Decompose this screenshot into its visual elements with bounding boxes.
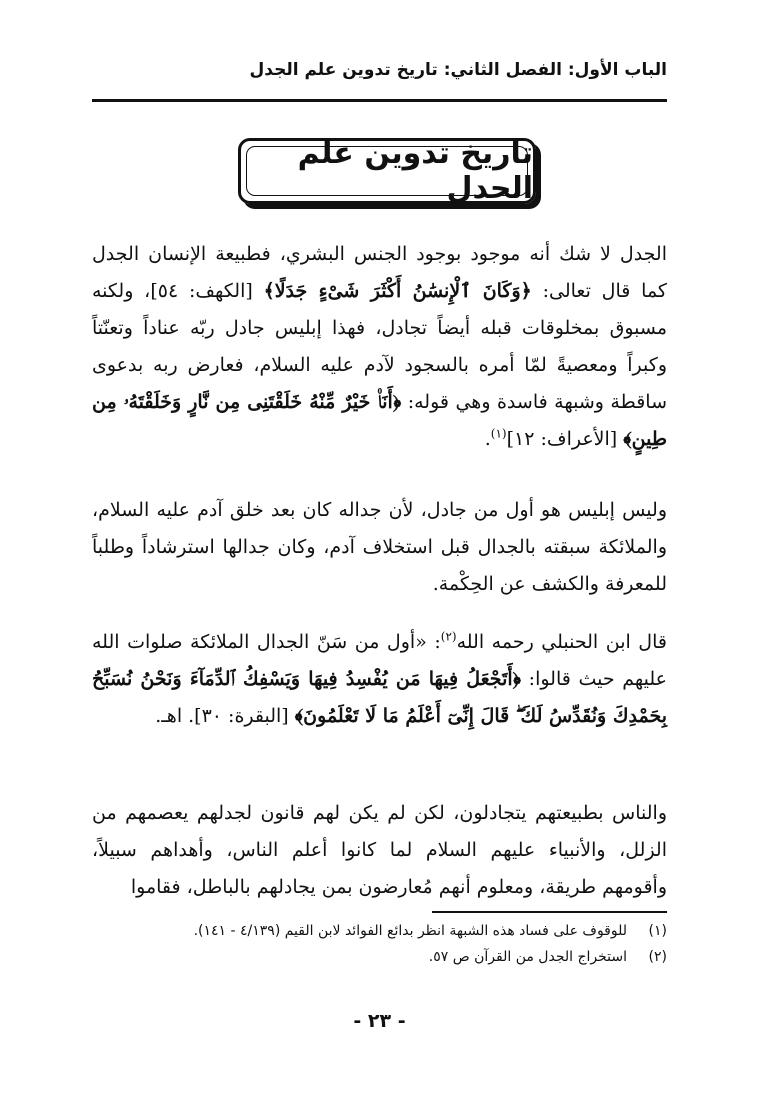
paragraph-3-text-a: قال ابن الحنبلي رحمه الله bbox=[456, 631, 667, 653]
quran-verse-baqarah: ﴿أَتَجْعَلُ فِيهَا مَن يُفْسِدُ فِيهَا وَيَسْفِكُ ٱلدِّمَآءَ وَنَحْنُ نُسَبِّحُ بِحَمْدِكَ وَنُقَدِّسُ لَكَ ۖ قَالَ إِنِّىٓ أَعْلَمُ مَا لَا تَعْلَمُونَ﴾ bbox=[92, 668, 667, 727]
paragraph-3-text-c: [البقرة: ٣٠]. اهـ. bbox=[155, 705, 295, 727]
footnote-2-text: استخراج الجدل من القرآن ص ٥٧. bbox=[428, 949, 627, 965]
footnote-ref-1[interactable]: (١) bbox=[490, 426, 507, 441]
chapter-title: تاريخ تدوين علم الجدل bbox=[297, 136, 533, 206]
page-number: - ٢٣ - bbox=[353, 1010, 406, 1032]
paragraph-1-text-c: [الأعراف: ١٢] bbox=[506, 428, 624, 450]
quran-verse-araf: ﴿أَنَا۠ خَيْرٌ مِّنْهُ خَلَقْتَنِى مِن نَّارٍ وَخَلَقْتَهُۥ مِن طِينٍ﴾ bbox=[92, 391, 667, 450]
footnote-2-number: (٢) bbox=[648, 949, 667, 965]
header-divider bbox=[92, 99, 667, 102]
footnote-ref-2[interactable]: (٢) bbox=[440, 629, 457, 644]
paragraph-1 bbox=[92, 236, 667, 458]
footnote-1-number: (١) bbox=[648, 923, 667, 939]
paragraph-4: والناس بطبيعتهم يتجادلون، لكن لم يكن لهم قانون لجدلهم يعصمهم من الزلل، والأنبياء عليهم السلام لما كانوا أعلم الناس، وأهداهم سبيلاً، وأقومهم طريقة، ومعلوم أنهم مُعارضون بمن يجادلهم بالباطل، فقاموا bbox=[92, 802, 667, 898]
paragraph-3-text-b: : «أول من سَنّ الجدال الملائكة صلوات الله عليهم حيث قالوا: bbox=[92, 631, 667, 690]
footnote-divider bbox=[432, 911, 667, 913]
paragraph-1-text-d: . bbox=[484, 428, 491, 450]
footnote-2 bbox=[92, 944, 667, 970]
footnote-1-text: للوقوف على فساد هذه الشبهة انظر بدائع الفوائد لابن القيم (٤/١٣٩ - ١٤١). bbox=[193, 923, 627, 939]
running-header: الباب الأول: الفصل الثاني: تاريخ تدوين علم الجدل bbox=[249, 60, 667, 80]
paragraph-2: وليس إبليس هو أول من جادل، لأن جداله كان بعد خلق آدم عليه السلام، والملائكة سبقته بالجدال قبل استخلاف آدم، وكان جدالها استرشاداً وطلباً للمعرفة والكشف عن الحِكْمة. bbox=[92, 499, 667, 595]
paragraph-1-text-b: [الكهف: ٥٤]، ولكنه مسبوق بمخلوقات قبله أيضاً تجادل، فهذا إبليس جادل ربّه عناداً وتعنّتاً وكبراً ومعصيةً لمّا أمره بالسجود لآدم عليه السلام، فعارض ربه بدعوى ساقطة وشبهة فاسدة وهي قوله: bbox=[92, 280, 667, 413]
paragraph-3 bbox=[92, 624, 667, 735]
paragraph-1-text-a: الجدل لا شك أنه موجود بوجود الجنس البشري، فطبيعة الإنسان الجدل كما قال تعالى: bbox=[92, 243, 667, 302]
chapter-title-frame bbox=[238, 138, 536, 204]
footnote-1 bbox=[92, 918, 667, 944]
quran-verse-kahf: ﴿وَكَانَ ٱلْإِنسَٰنُ أَكْثَرَ شَىْءٍ جَدَلًا﴾ bbox=[263, 280, 532, 302]
footnotes bbox=[92, 918, 667, 970]
